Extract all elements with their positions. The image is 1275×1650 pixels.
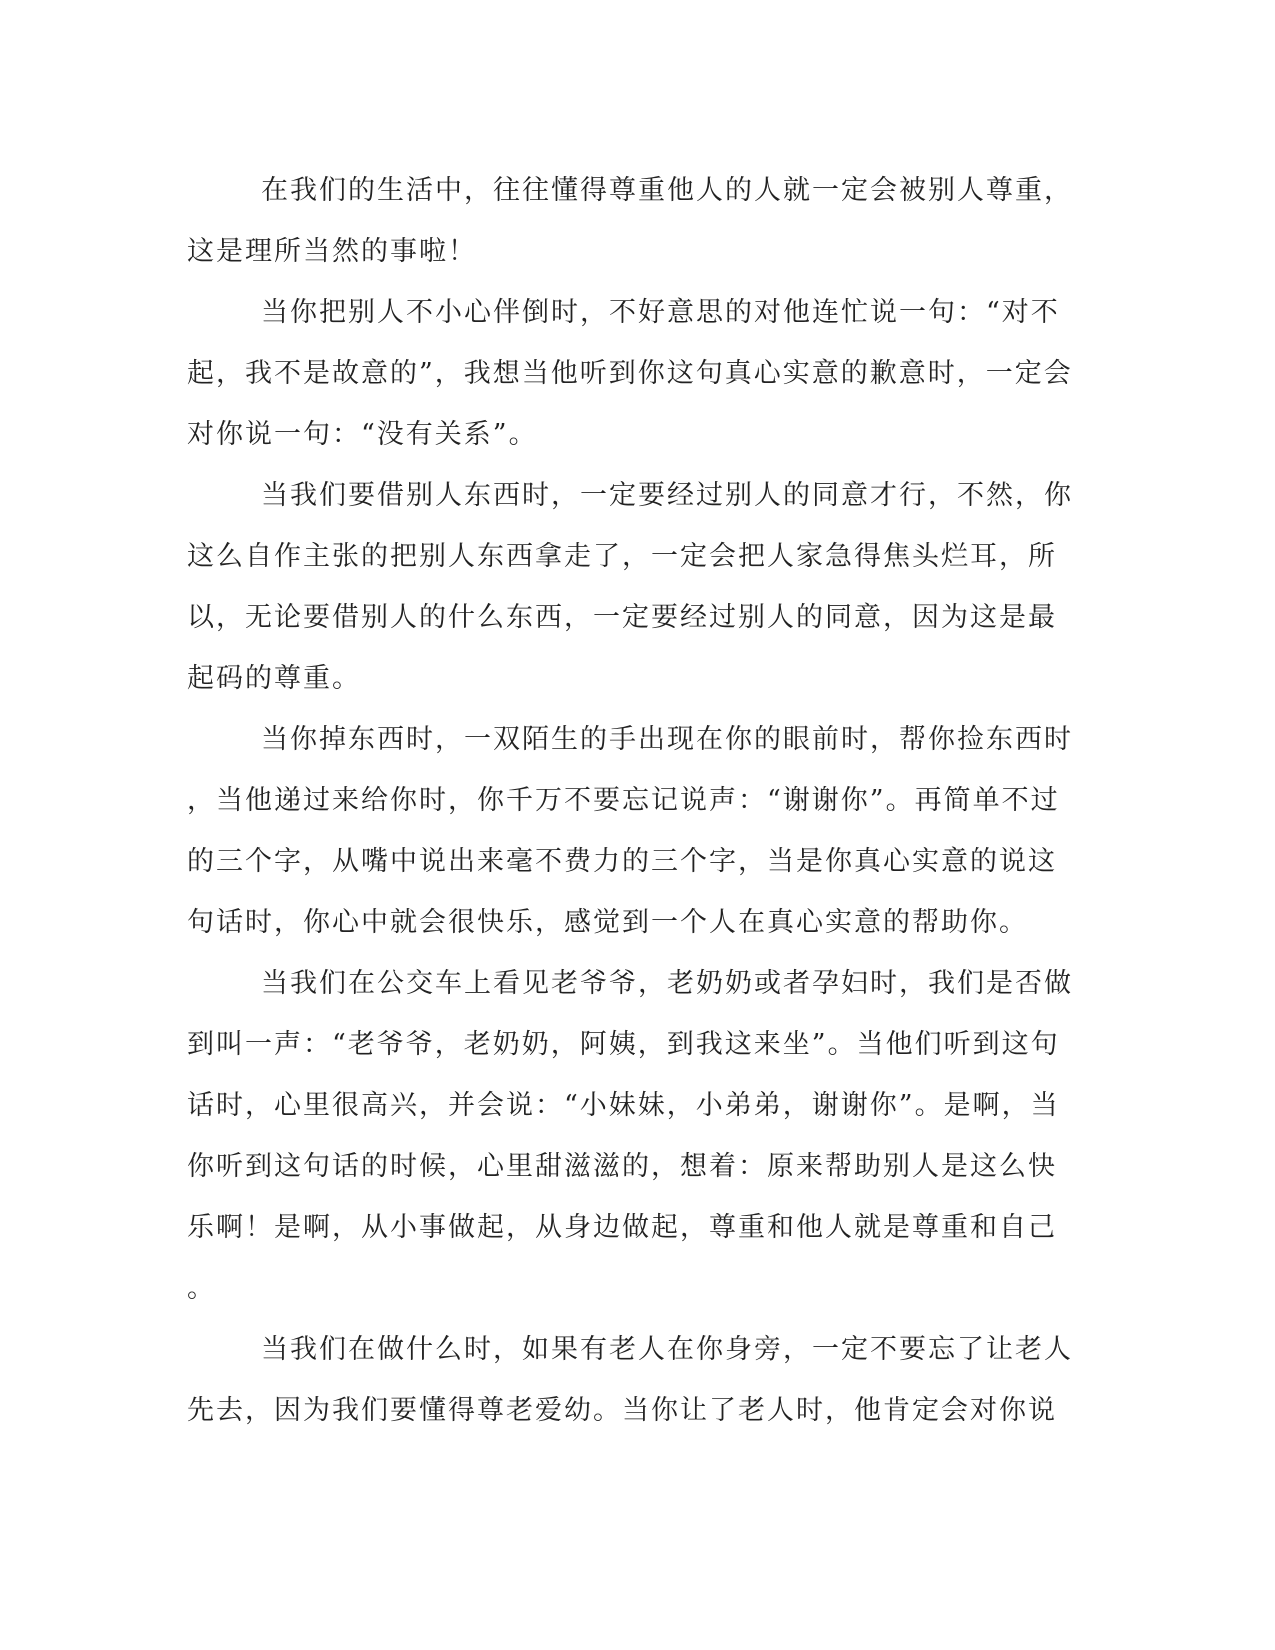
text-line: 当我们在做什么时，如果有老人在你身旁，一定不要忘了让老人 — [261, 1334, 1073, 1365]
text-line: 的三个字，从嘴中说出来毫不费力的三个字，当是你真心实意的说这 — [187, 846, 1057, 877]
paragraph-2 — [187, 282, 1073, 465]
text-line: 当我们要借别人东西时，一定要经过别人的同意才行，不然，你 — [261, 480, 1073, 511]
paragraph-3 — [187, 465, 1073, 709]
text-line: 乐啊！是啊，从小事做起，从身边做起，尊重和他人就是尊重和自己 — [187, 1212, 1057, 1243]
paragraph-1 — [187, 160, 1073, 282]
text-line: 这是理所当然的事啦！ — [187, 236, 477, 267]
text-line: 起码的尊重。 — [187, 663, 361, 694]
paragraph-5 — [187, 953, 1073, 1319]
text-line: 。 — [187, 1273, 216, 1304]
paragraph-4 — [187, 709, 1073, 953]
text-line: 起，我不是故意的”，我想当他听到你这句真心实意的歉意时，一定会 — [187, 358, 1073, 389]
text-line: 你听到这句话的时候，心里甜滋滋的，想着：原来帮助别人是这么快 — [187, 1151, 1057, 1182]
text-line: 当你把别人不小心伴倒时，不好意思的对他连忙说一句：“对不 — [261, 297, 1060, 328]
text-line: 这么自作主张的把别人东西拿走了，一定会把人家急得焦头烂耳，所 — [187, 541, 1057, 572]
text-line: 对你说一句：“没有关系”。 — [187, 419, 538, 450]
document-body — [187, 160, 1073, 1441]
text-line: 句话时，你心中就会很快乐，感觉到一个人在真心实意的帮助你。 — [187, 907, 1028, 938]
text-line: 以，无论要借别人的什么东西，一定要经过别人的同意，因为这是最 — [187, 602, 1057, 633]
text-line: 到叫一声：“老爷爷，老奶奶，阿姨，到我这来坐”。当他们听到这句 — [187, 1029, 1060, 1060]
text-line: 在我们的生活中，往往懂得尊重他人的人就一定会被别人尊重， — [261, 175, 1073, 206]
text-line: ，当他递过来给你时，你千万不要忘记说声：“谢谢你”。再简单不过 — [187, 785, 1060, 816]
text-line: 当你掉东西时，一双陌生的手出现在你的眼前时，帮你捡东西时 — [261, 724, 1073, 755]
text-line: 先去，因为我们要懂得尊老爱幼。当你让了老人时，他肯定会对你说 — [187, 1395, 1057, 1426]
text-line: 当我们在公交车上看见老爷爷，老奶奶或者孕妇时，我们是否做 — [261, 968, 1073, 999]
text-line: 话时，心里很高兴，并会说：“小妹妹，小弟弟，谢谢你”。是啊，当 — [187, 1090, 1060, 1121]
paragraph-6 — [187, 1319, 1073, 1441]
